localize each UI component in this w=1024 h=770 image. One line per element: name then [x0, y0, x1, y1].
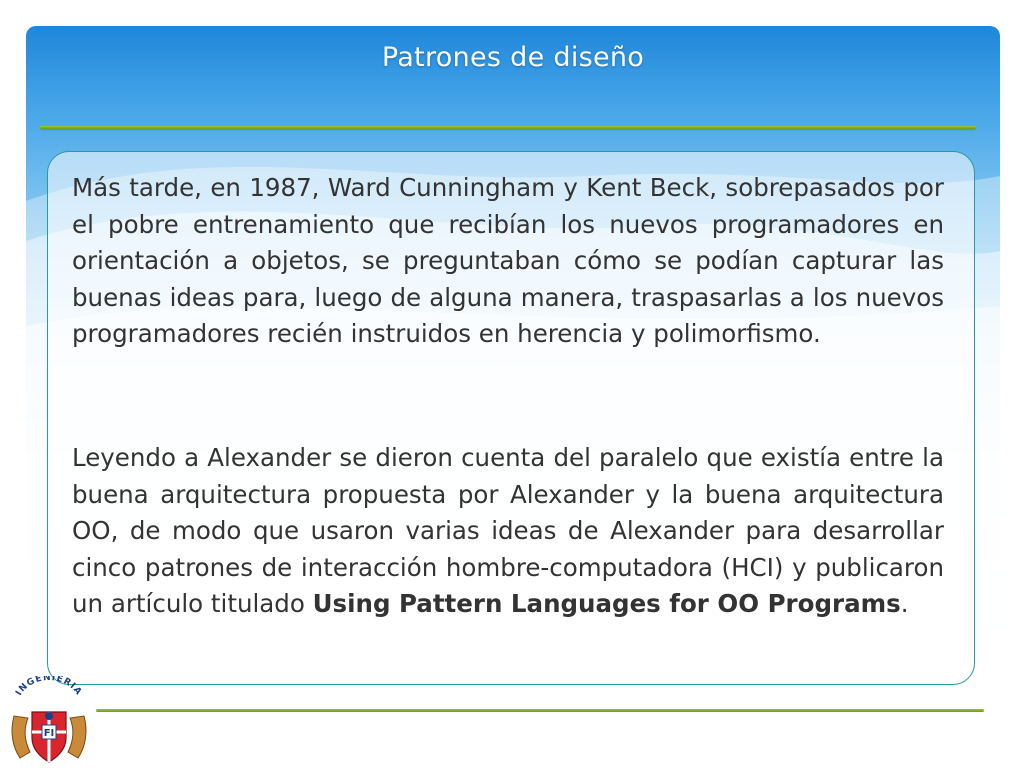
svg-text:INGENIERIA [14, 676, 83, 698]
footer-divider [96, 709, 984, 712]
engineering-faculty-shield-icon [6, 676, 92, 766]
paragraph-2-text: Leyendo a Alexander se dieron cuenta del paralelo que existía entre la buena arquitectura propuesta por Alexander y la buena arquitectura OO, de modo que usaron varias ideas de Alexander para desarrollar cinco patrones de interacción hombre-computadora (HCI) y publicaron un artículo titulado [72, 443, 944, 618]
paper-title: Using Pattern Languages for OO Programs [312, 589, 901, 618]
paragraph-2-end: . [900, 589, 909, 618]
paragraph-1: Más tarde, en 1987, Ward Cunningham y Kent Beck, sobrepasados por el pobre entrenamiento que recibían los nuevos programadores en orientación a objetos, se preguntaban cómo se podían capturar las buenas ideas para, luego de alguna manera, traspasarlas a los nuevos programadores recién instruidos en herencia y polimorfismo. [72, 173, 944, 348]
logo-text: INGENIERIA [14, 676, 84, 698]
title-divider [40, 126, 976, 129]
svg-text:FI: FI [43, 728, 55, 739]
slide-title: Patrones de diseño [381, 42, 645, 73]
paragraph-2 [72, 440, 944, 623]
